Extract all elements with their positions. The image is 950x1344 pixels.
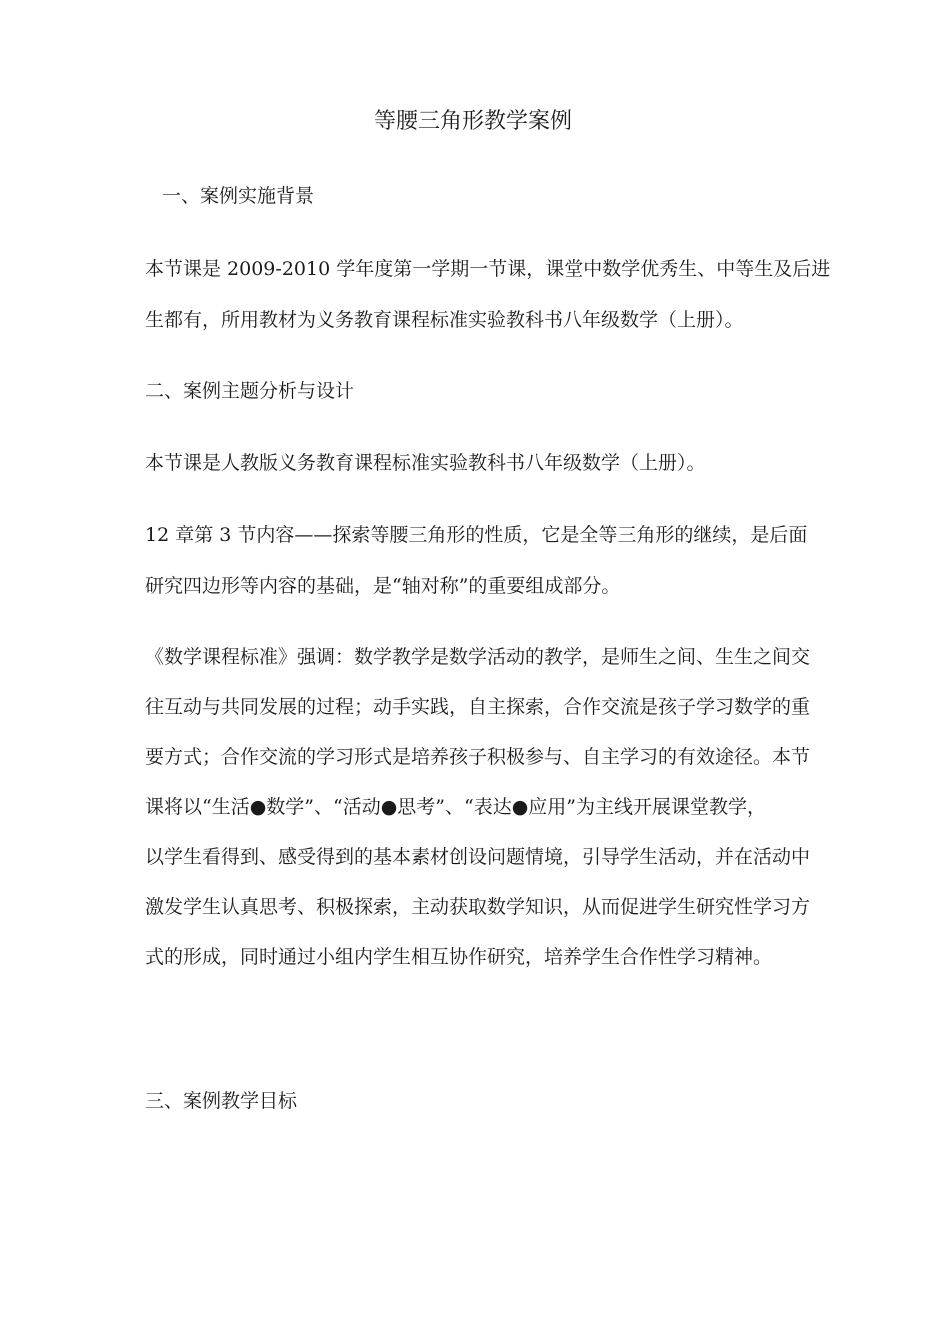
- page-title: 等腰三角形教学案例: [374, 109, 573, 134]
- paragraph-4-line-4: 课将以“生活●数学”、“活动●思考”、“表达●应用”为主线开展课堂教学，: [145, 796, 767, 818]
- paragraph-4-line-6: 激发学生认真思考、积极探索，主动获取数学知识，从而促进学生研究性学习方: [145, 896, 811, 918]
- paragraph-4-line-2: 往互动与共同发展的过程；动手实践，自主探索，合作交流是孩子学习数学的重: [145, 696, 811, 718]
- paragraph-3-line-1: 12 章第 3 节内容——探索等腰三角形的性质，它是全等三角形的继续，是后面: [145, 524, 808, 546]
- paragraph-2: 本节课是人教版义务教育课程标准实验教科书八年级数学（上册）。: [145, 452, 706, 474]
- paragraph-4-line-7: 式的形成，同时通过小组内学生相互协作研究，培养学生合作性学习精神。: [145, 946, 773, 968]
- section-heading-3: 三、案例教学目标: [145, 1090, 298, 1112]
- paragraph-3-line-2: 研究四边形等内容的基础，是“轴对称”的重要组成部分。: [145, 575, 621, 597]
- paragraph-4-line-1: 《数学课程标准》强调：数学教学是数学活动的教学，是师生之间、生生之间交: [145, 646, 811, 668]
- paragraph-4-line-5: 以学生看得到、感受得到的基本素材创设问题情境，引导学生活动，并在活动中: [145, 846, 811, 868]
- paragraph-1-line-1: 本节课是 2009-2010 学年度第一学期一节课，课堂中数学优秀生、中等生及后进: [145, 258, 831, 280]
- section-heading-2: 二、案例主题分析与设计: [145, 380, 355, 402]
- paragraph-4-line-3: 要方式；合作交流的学习形式是培养孩子积极参与、自主学习的有效途径。本节: [145, 746, 811, 768]
- section-heading-1: 一、案例实施背景: [162, 185, 315, 207]
- paragraph-1-line-2: 生都有，所用教材为义务教育课程标准实验教科书八年级数学（上册）。: [145, 309, 744, 331]
